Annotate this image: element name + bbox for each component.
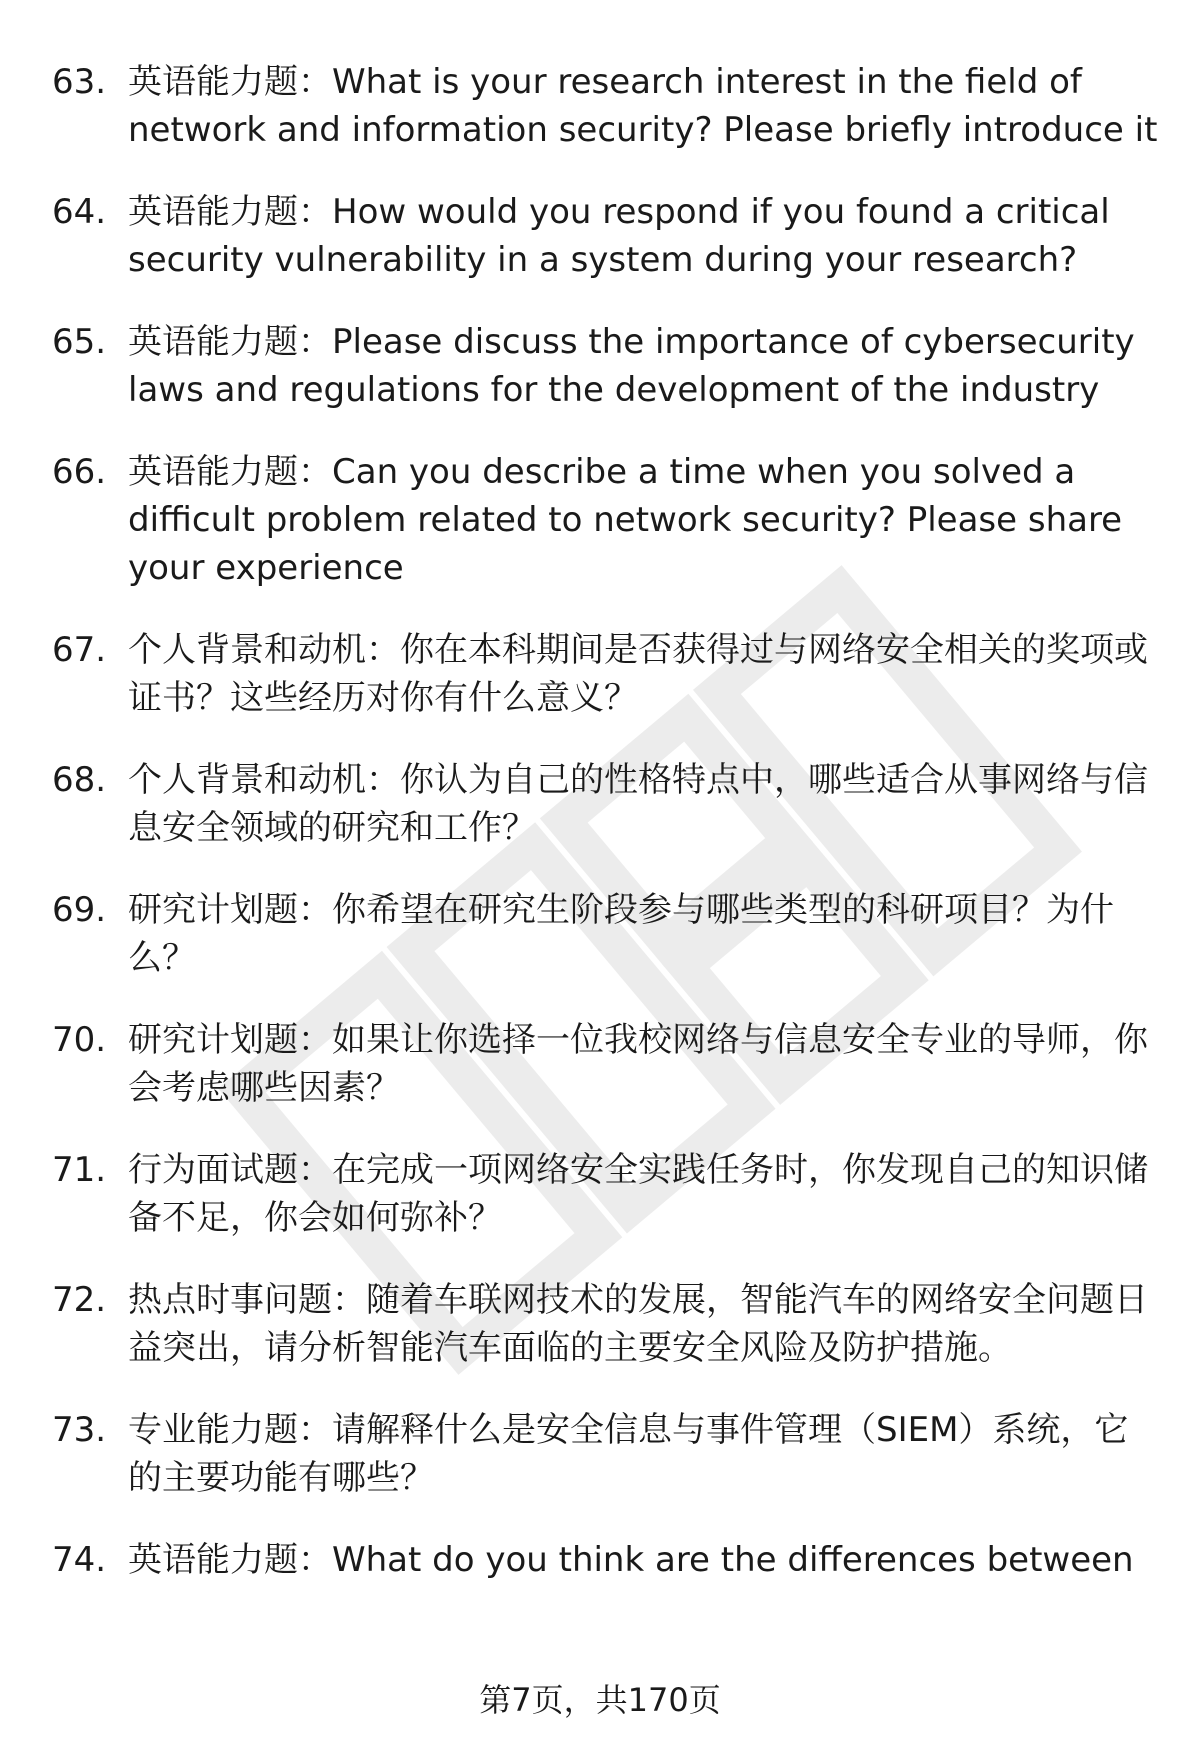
question-item: [52, 58, 1162, 154]
question-number: 67.: [52, 630, 107, 670]
question-text: 英语能力题：What do you think are the differences between: [128, 1540, 1134, 1580]
question-number: 64.: [52, 192, 107, 232]
question-item: [52, 1016, 1162, 1112]
question-number: 66.: [52, 452, 107, 492]
question-text: 研究计划题：你希望在研究生阶段参与哪些类型的科研项目？为什么？: [128, 890, 1114, 978]
question-text: 英语能力题：How would you respond if you found a critical security vulnerability in a system during your research?: [128, 192, 1110, 280]
page-number-footer: 第7页，共170页: [479, 1681, 721, 1719]
question-text: 专业能力题：请解释什么是安全信息与事件管理（SIEM）系统，它的主要功能有哪些？: [128, 1410, 1129, 1498]
question-item: [52, 1536, 1162, 1584]
question-text: 个人背景和动机：你认为自己的性格特点中，哪些适合从事网络与信息安全领域的研究和工作？: [128, 760, 1148, 848]
question-item: [52, 1406, 1162, 1502]
question-number: 63.: [52, 62, 107, 102]
question-item: [52, 1146, 1162, 1242]
question-number: 68.: [52, 760, 107, 800]
question-text: 行为面试题：在完成一项网络安全实践任务时，你发现自己的知识储备不足，你会如何弥补？: [128, 1150, 1148, 1238]
question-number: 73.: [52, 1410, 107, 1450]
question-number: 74.: [52, 1540, 107, 1580]
question-number: 65.: [52, 322, 107, 362]
question-number: 70.: [52, 1020, 107, 1060]
question-text: 英语能力题：Can you describe a time when you solved a difficult problem related to network security? Please share your experience: [128, 452, 1123, 588]
question-text: 热点时事问题：随着车联网技术的发展，智能汽车的网络安全问题日益突出，请分析智能汽车面临的主要安全风险及防护措施。: [128, 1280, 1148, 1368]
question-text: 研究计划题：如果让你选择一位我校网络与信息安全专业的导师，你会考虑哪些因素？: [128, 1020, 1148, 1108]
question-text: 英语能力题：Please discuss the importance of cybersecurity laws and regulations for the development of the industry: [128, 322, 1135, 410]
question-number: 72.: [52, 1280, 107, 1320]
question-number: 69.: [52, 890, 107, 930]
question-text: 英语能力题：What is your research interest in the field of network and information security? Please briefly introduce it: [128, 62, 1158, 150]
question-item: [52, 318, 1162, 414]
question-item: [52, 886, 1162, 982]
question-item: [52, 448, 1162, 592]
question-item: [52, 188, 1162, 284]
question-text: 个人背景和动机：你在本科期间是否获得过与网络安全相关的奖项或证书？这些经历对你有什么意义？: [128, 630, 1148, 718]
question-item: [52, 1276, 1162, 1372]
question-number: 71.: [52, 1150, 107, 1190]
question-list: [52, 58, 1162, 1618]
question-item: [52, 626, 1162, 722]
question-item: [52, 756, 1162, 852]
